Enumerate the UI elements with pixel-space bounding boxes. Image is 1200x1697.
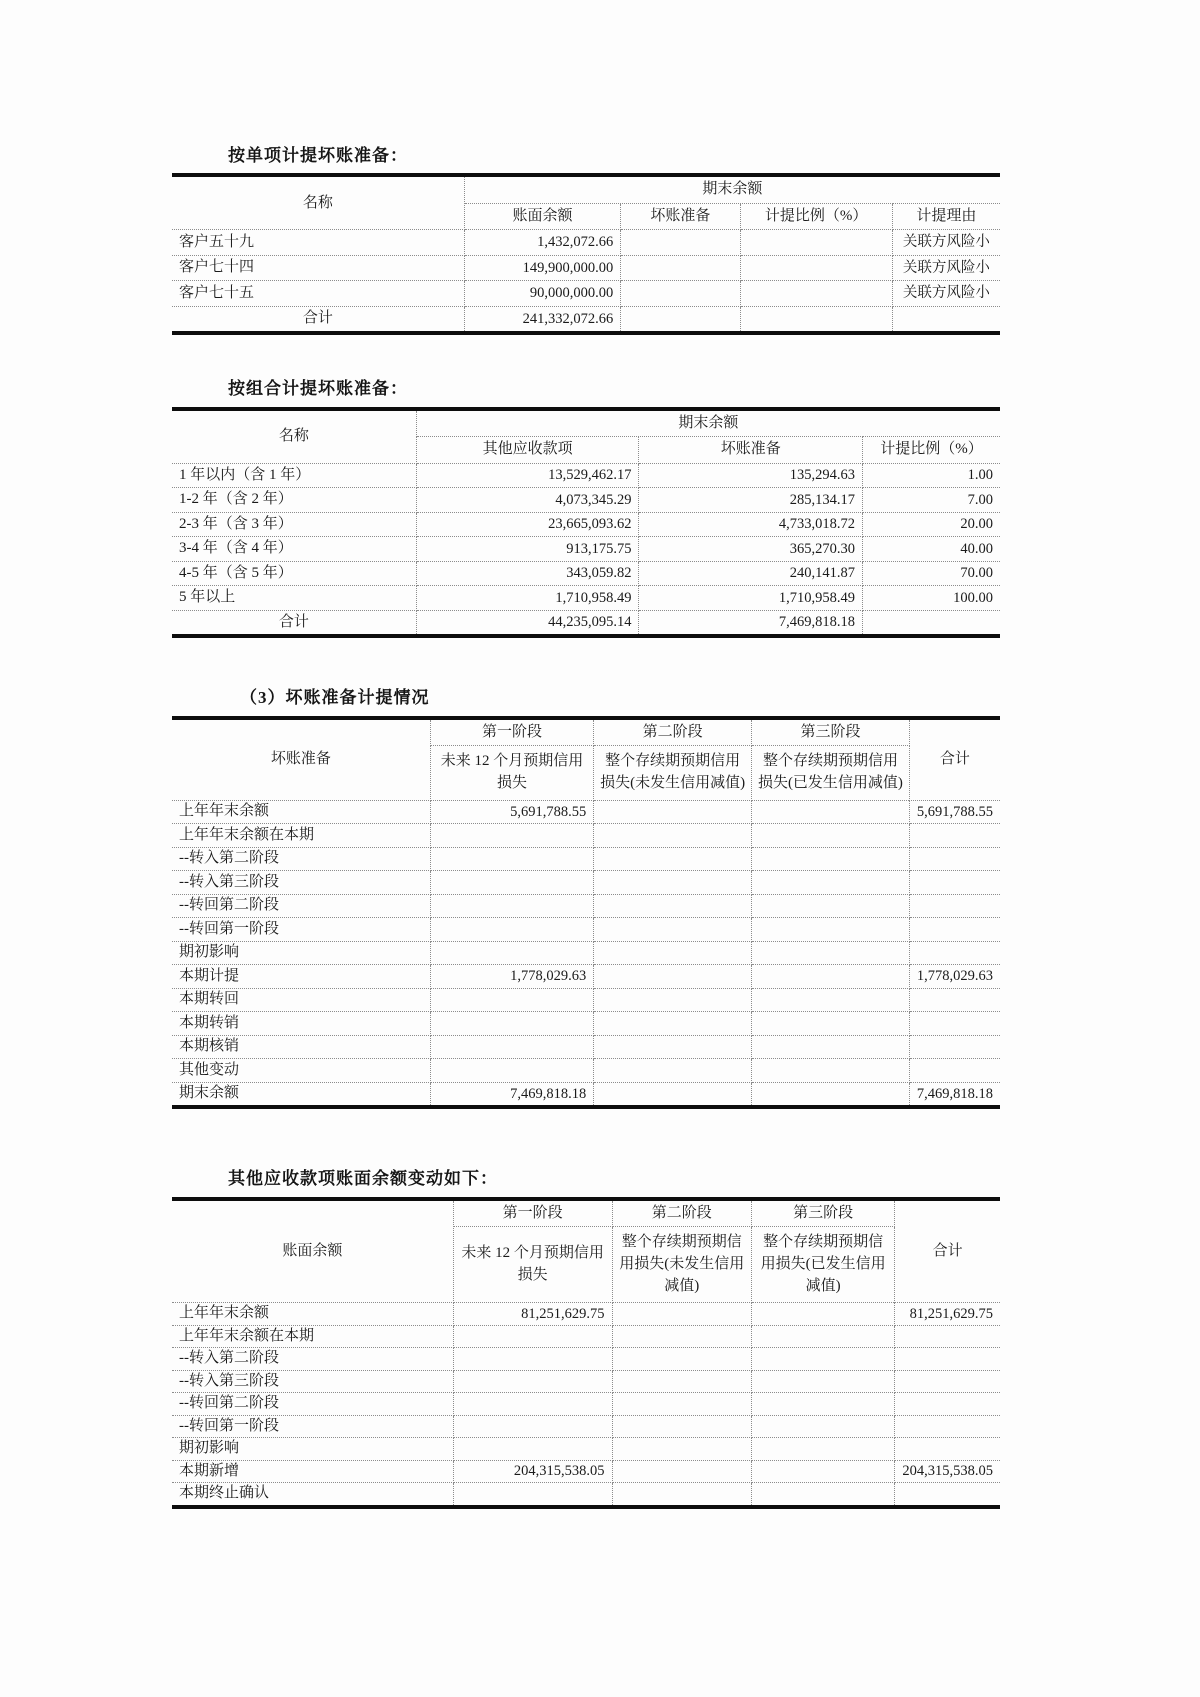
cell-value	[752, 988, 910, 1012]
row-label: 期初影响	[172, 1438, 453, 1461]
cell-value	[740, 281, 892, 307]
section-title: 按组合计提坏账准备：	[228, 379, 408, 399]
group-header: 期末余额	[416, 409, 1000, 437]
column-header: 坏账准备	[621, 203, 740, 230]
cell-value	[430, 918, 593, 942]
cell-value: 4,733,018.72	[639, 512, 863, 537]
cell-value	[453, 1370, 612, 1393]
cell-value: 240,141.87	[639, 561, 863, 586]
cell-value	[453, 1483, 612, 1507]
cell-value	[430, 894, 593, 918]
corner-header: 坏账准备	[172, 718, 430, 801]
cell-value	[430, 1012, 593, 1036]
cell-value: 81,251,629.75	[453, 1303, 612, 1326]
cell-value	[751, 1370, 894, 1393]
table-row	[172, 988, 1000, 1012]
cell-value	[751, 1303, 894, 1326]
row-label: 期末余额	[172, 1082, 430, 1107]
cell-value	[453, 1348, 612, 1371]
cell-value	[453, 1438, 612, 1461]
cell-value	[909, 941, 1000, 965]
table-row	[172, 871, 1000, 895]
corner-header: 名称	[172, 409, 416, 464]
cell-value: 7,469,818.18	[909, 1082, 1000, 1107]
row-label: 5 年以上	[172, 586, 416, 611]
cell-value	[430, 941, 593, 965]
cell-value	[752, 800, 910, 824]
cell-value	[594, 1082, 752, 1107]
cell-value	[752, 1035, 910, 1059]
row-label: 本期新增	[172, 1460, 453, 1483]
cell-value: 13,529,462.17	[416, 463, 639, 488]
cell-value	[612, 1348, 751, 1371]
cell-value	[909, 1012, 1000, 1036]
cell-value: 285,134.17	[639, 488, 863, 513]
cell-value	[594, 824, 752, 848]
cell-value: 204,315,538.05	[895, 1460, 1000, 1483]
table-row	[172, 281, 1000, 307]
book-balance-stage-table	[172, 1197, 1000, 1509]
cell-value: 关联方风险小	[892, 230, 1000, 256]
cell-value	[752, 941, 910, 965]
cell-value	[895, 1325, 1000, 1348]
cell-value: 5,691,788.55	[909, 800, 1000, 824]
table-row	[172, 800, 1000, 824]
row-label: 上年年末余额	[172, 800, 430, 824]
cell-value: 149,900,000.00	[464, 255, 620, 281]
column-header: 账面余额	[464, 203, 620, 230]
cell-value	[621, 255, 740, 281]
row-label: 本期核销	[172, 1035, 430, 1059]
cell-value	[752, 1012, 910, 1036]
table-row	[172, 847, 1000, 871]
cell-value	[751, 1483, 894, 1507]
cell-value	[453, 1393, 612, 1416]
row-label: 本期转回	[172, 988, 430, 1012]
table-row	[172, 561, 1000, 586]
column-header: 坏账准备	[639, 437, 863, 464]
cell-value: 70.00	[863, 561, 1000, 586]
row-label: 3-4 年（含 4 年）	[172, 537, 416, 562]
table-row	[172, 306, 1000, 333]
cell-value	[909, 918, 1000, 942]
section-title: 其他应收款项账面余额变动如下：	[228, 1169, 498, 1189]
table-row	[172, 488, 1000, 513]
row-label: --转回第一阶段	[172, 1415, 453, 1438]
table-header-row	[172, 409, 1000, 437]
table-row	[172, 463, 1000, 488]
group-header: 期末余额	[464, 175, 1000, 203]
row-label: 客户七十五	[172, 281, 464, 307]
corner-header: 账面余额	[172, 1199, 453, 1303]
cell-value	[594, 1035, 752, 1059]
table-row	[172, 1325, 1000, 1348]
table-row	[172, 512, 1000, 537]
cell-value	[612, 1438, 751, 1461]
cell-value	[895, 1348, 1000, 1371]
table-row	[172, 255, 1000, 281]
cell-value: 1,710,958.49	[416, 586, 639, 611]
cell-value	[909, 847, 1000, 871]
cell-value: 40.00	[863, 537, 1000, 562]
table-row	[172, 1460, 1000, 1483]
row-label: 4-5 年（含 5 年）	[172, 561, 416, 586]
cell-value	[909, 1059, 1000, 1083]
cell-value	[621, 281, 740, 307]
table-row	[172, 1303, 1000, 1326]
cell-value: 1,778,029.63	[909, 965, 1000, 989]
cell-value	[752, 847, 910, 871]
cell-value	[594, 800, 752, 824]
cell-value: 4,073,345.29	[416, 488, 639, 513]
stage-header: 第一阶段	[430, 718, 593, 746]
table-row	[172, 610, 1000, 636]
table-row	[172, 918, 1000, 942]
section-portfolio-provision	[172, 379, 1000, 638]
corner-header: 名称	[172, 175, 464, 230]
column-header: 计提比例（%）	[863, 437, 1000, 464]
cell-value: 100.00	[863, 586, 1000, 611]
cell-value	[751, 1393, 894, 1416]
table-header-row	[172, 718, 1000, 746]
row-label: 其他变动	[172, 1059, 430, 1083]
cell-value	[740, 230, 892, 256]
table-row	[172, 1348, 1000, 1371]
row-label: 客户七十四	[172, 255, 464, 281]
stage-header: 第一阶段	[453, 1199, 612, 1227]
cell-value	[752, 871, 910, 895]
stage-header: 第三阶段	[752, 718, 910, 746]
cell-value	[751, 1460, 894, 1483]
row-label: 1-2 年（含 2 年）	[172, 488, 416, 513]
stage-subheader: 整个存续期预期信用损失(未发生信用减值)	[612, 1227, 751, 1303]
cell-value	[612, 1370, 751, 1393]
stage-header: 第二阶段	[612, 1199, 751, 1227]
table-row	[172, 1370, 1000, 1393]
cell-value	[612, 1325, 751, 1348]
cell-value	[752, 894, 910, 918]
cell-value	[612, 1415, 751, 1438]
table-row	[172, 941, 1000, 965]
row-label: 本期终止确认	[172, 1483, 453, 1507]
cell-value: 90,000,000.00	[464, 281, 620, 307]
cell-value	[895, 1483, 1000, 1507]
cell-value: 5,691,788.55	[430, 800, 593, 824]
column-header: 计提比例（%）	[740, 203, 892, 230]
cell-value	[612, 1483, 751, 1507]
table-row	[172, 824, 1000, 848]
section-individual-provision	[172, 146, 1000, 335]
section-title: （3）坏账准备计提情况	[240, 688, 430, 708]
row-label: 合计	[172, 610, 416, 636]
cell-value	[594, 894, 752, 918]
cell-value	[752, 1059, 910, 1083]
cell-value	[895, 1415, 1000, 1438]
row-label: 本期转销	[172, 1012, 430, 1036]
row-label: --转入第二阶段	[172, 1348, 453, 1371]
cell-value	[430, 871, 593, 895]
cell-value	[751, 1415, 894, 1438]
section-bad-debt-stages	[172, 688, 1000, 1109]
row-label: --转回第一阶段	[172, 918, 430, 942]
column-header: 其他应收款项	[416, 437, 639, 464]
cell-value	[430, 824, 593, 848]
table-row	[172, 1035, 1000, 1059]
cell-value	[752, 1082, 910, 1107]
table-row	[172, 230, 1000, 256]
row-label: --转入第三阶段	[172, 1370, 453, 1393]
row-label: --转回第二阶段	[172, 1393, 453, 1416]
row-label: 本期计提	[172, 965, 430, 989]
table-row	[172, 894, 1000, 918]
cell-value	[594, 871, 752, 895]
cell-value	[453, 1415, 612, 1438]
cell-value	[909, 824, 1000, 848]
cell-value	[594, 941, 752, 965]
cell-value: 1,710,958.49	[639, 586, 863, 611]
cell-value	[594, 918, 752, 942]
cell-value: 1,778,029.63	[430, 965, 593, 989]
row-label: --转入第二阶段	[172, 847, 430, 871]
aging-portfolio-table	[172, 407, 1000, 639]
table-row	[172, 1012, 1000, 1036]
row-label: --转回第二阶段	[172, 894, 430, 918]
cell-value: 81,251,629.75	[895, 1303, 1000, 1326]
cell-value	[430, 988, 593, 1012]
individual-provision-table	[172, 173, 1000, 335]
cell-value: 204,315,538.05	[453, 1460, 612, 1483]
cell-value	[612, 1393, 751, 1416]
cell-value	[892, 306, 1000, 333]
cell-value	[430, 847, 593, 871]
cell-value	[751, 1325, 894, 1348]
table-header-row	[172, 1199, 1000, 1227]
table-row	[172, 586, 1000, 611]
cell-value: 1.00	[863, 463, 1000, 488]
table-header-row	[172, 175, 1000, 203]
stage-subheader: 整个存续期预期信用损失(已发生信用减值)	[752, 746, 910, 801]
stage-header: 第二阶段	[594, 718, 752, 746]
cell-value	[621, 230, 740, 256]
total-header: 合计	[895, 1199, 1000, 1303]
table-row	[172, 965, 1000, 989]
stage-subheader: 未来 12 个月预期信用损失	[453, 1227, 612, 1303]
bad-debt-stage-table	[172, 716, 1000, 1110]
cell-value	[909, 1035, 1000, 1059]
stage-subheader: 未来 12 个月预期信用损失	[430, 746, 593, 801]
cell-value	[863, 610, 1000, 636]
cell-value	[740, 255, 892, 281]
cell-value	[594, 965, 752, 989]
cell-value: 7,469,818.18	[430, 1082, 593, 1107]
table-row	[172, 1082, 1000, 1107]
cell-value	[752, 824, 910, 848]
cell-value: 44,235,095.14	[416, 610, 639, 636]
cell-value	[909, 988, 1000, 1012]
cell-value: 关联方风险小	[892, 255, 1000, 281]
section-title: 按单项计提坏账准备：	[228, 146, 408, 165]
cell-value	[909, 871, 1000, 895]
table-row	[172, 1393, 1000, 1416]
cell-value	[909, 894, 1000, 918]
cell-value	[895, 1393, 1000, 1416]
stage-header: 第三阶段	[751, 1199, 894, 1227]
table-row	[172, 1438, 1000, 1461]
table-row	[172, 1415, 1000, 1438]
cell-value	[612, 1460, 751, 1483]
cell-value: 关联方风险小	[892, 281, 1000, 307]
cell-value	[752, 965, 910, 989]
row-label: 客户五十九	[172, 230, 464, 256]
column-header: 计提理由	[892, 203, 1000, 230]
cell-value: 241,332,072.66	[464, 306, 620, 333]
stage-subheader: 整个存续期预期信用损失(未发生信用减值)	[594, 746, 752, 801]
stage-subheader: 整个存续期预期信用损失(已发生信用减值)	[751, 1227, 894, 1303]
row-label: 上年年末余额在本期	[172, 824, 430, 848]
cell-value	[612, 1303, 751, 1326]
row-label: --转入第三阶段	[172, 871, 430, 895]
cell-value	[453, 1325, 612, 1348]
cell-value: 343,059.82	[416, 561, 639, 586]
table-row	[172, 1059, 1000, 1083]
row-label: 1 年以内（含 1 年）	[172, 463, 416, 488]
row-label: 合计	[172, 306, 464, 333]
row-label: 期初影响	[172, 941, 430, 965]
cell-value	[751, 1438, 894, 1461]
cell-value	[594, 847, 752, 871]
cell-value	[594, 1012, 752, 1036]
table-row	[172, 537, 1000, 562]
cell-value	[752, 918, 910, 942]
row-label: 2-3 年（含 3 年）	[172, 512, 416, 537]
table-row	[172, 1483, 1000, 1507]
section-book-balance-changes	[172, 1169, 1000, 1509]
cell-value	[895, 1438, 1000, 1461]
cell-value	[430, 1035, 593, 1059]
cell-value	[621, 306, 740, 333]
row-label: 上年年末余额在本期	[172, 1325, 453, 1348]
cell-value: 23,665,093.62	[416, 512, 639, 537]
cell-value	[895, 1370, 1000, 1393]
cell-value	[430, 1059, 593, 1083]
total-header: 合计	[909, 718, 1000, 801]
row-label: 上年年末余额	[172, 1303, 453, 1326]
cell-value: 1,432,072.66	[464, 230, 620, 256]
cell-value	[594, 988, 752, 1012]
cell-value	[594, 1059, 752, 1083]
cell-value	[740, 306, 892, 333]
cell-value: 365,270.30	[639, 537, 863, 562]
cell-value: 20.00	[863, 512, 1000, 537]
cell-value: 7.00	[863, 488, 1000, 513]
cell-value: 135,294.63	[639, 463, 863, 488]
cell-value: 913,175.75	[416, 537, 639, 562]
cell-value: 7,469,818.18	[639, 610, 863, 636]
cell-value	[751, 1348, 894, 1371]
